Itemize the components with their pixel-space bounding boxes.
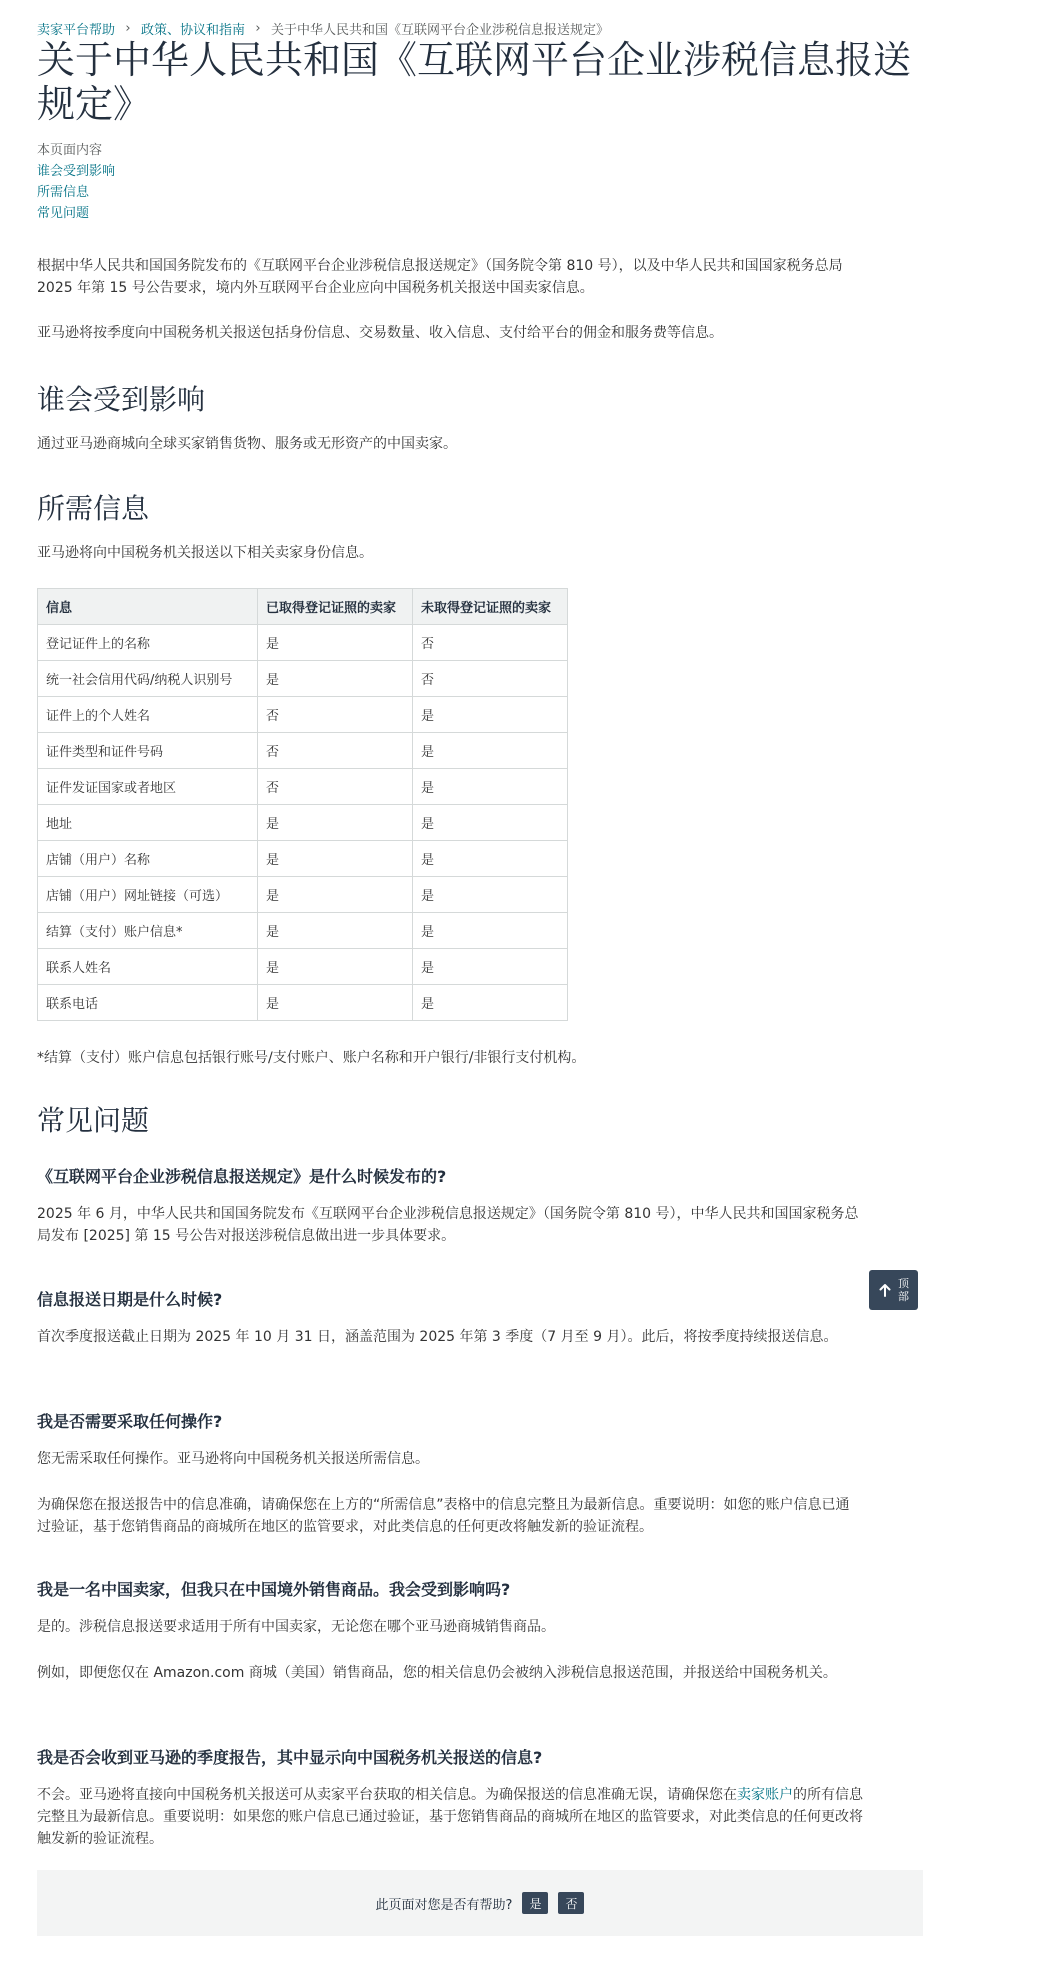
table-row <box>38 733 568 769</box>
page-title: 关于中华人民共和国《互联网平台企业涉税信息报送规定》 <box>37 38 912 126</box>
toc-link-faq[interactable]: 常见问题 <box>37 206 90 221</box>
table-cell: 是 <box>258 841 413 877</box>
table-of-contents <box>37 140 115 224</box>
required-text: 亚马逊将向中国税务机关报送以下相关卖家身份信息。 <box>37 545 373 561</box>
table-cell: 是 <box>413 913 568 949</box>
toc-link-required[interactable]: 所需信息 <box>37 185 90 200</box>
table-cell: 证件发证国家或者地区 <box>38 769 258 805</box>
table-row <box>38 985 568 1021</box>
table-row <box>38 769 568 805</box>
section-title-required: 所需信息 <box>37 492 150 525</box>
table-cell: 店铺（用户）名称 <box>38 841 258 877</box>
breadcrumb-link-seller-help[interactable]: 卖家平台帮助 <box>37 23 116 38</box>
faq-answer-4a: 是的。涉税信息报送要求适用于所有中国卖家，无论您在哪个亚马逊商城销售商品。 <box>37 1619 555 1635</box>
faq-question-4: 我是一名中国卖家，但我只在中国境外销售商品。我会受到影响吗? <box>37 1580 511 1599</box>
table-cell: 是 <box>258 913 413 949</box>
faq-answer-5 <box>37 1784 863 1850</box>
table-header: 已取得登记证照的卖家 <box>258 589 413 625</box>
back-to-top-label: 顶部 <box>898 1277 909 1303</box>
feedback-yes-button[interactable]: 是 <box>522 1892 548 1914</box>
toc-link-who[interactable]: 谁会受到影响 <box>37 164 116 179</box>
table-cell: 是 <box>258 661 413 697</box>
feedback-no-button[interactable]: 否 <box>558 1892 584 1914</box>
faq-question-3: 我是否需要采取任何操作? <box>37 1412 223 1431</box>
table-cell: 是 <box>413 733 568 769</box>
required-info-table <box>37 588 568 1021</box>
table-cell: 否 <box>413 661 568 697</box>
table-cell: 联系人姓名 <box>38 949 258 985</box>
table-row <box>38 949 568 985</box>
table-row <box>38 877 568 913</box>
faq-question-2: 信息报送日期是什么时候? <box>37 1290 223 1309</box>
table-cell: 登记证件上的名称 <box>38 625 258 661</box>
who-text: 通过亚马逊商城向全球买家销售货物、服务或无形资产的中国卖家。 <box>37 436 457 452</box>
table-cell: 地址 <box>38 805 258 841</box>
table-header-row <box>38 589 568 625</box>
chevron-right-icon: › <box>255 21 261 36</box>
feedback-bar <box>37 1870 923 1936</box>
table-cell: 店铺（用户）网址链接（可选） <box>38 877 258 913</box>
table-cell: 统一社会信用代码/纳税人识别号 <box>38 661 258 697</box>
table-header: 未取得登记证照的卖家 <box>413 589 568 625</box>
table-cell: 是 <box>258 625 413 661</box>
table-cell: 否 <box>413 625 568 661</box>
table-cell: 是 <box>413 985 568 1021</box>
table-cell: 联系电话 <box>38 985 258 1021</box>
section-title-who: 谁会受到影响 <box>37 383 206 416</box>
breadcrumb <box>37 19 609 38</box>
faq-answer-2: 首次季度报送截止日期为 2025 年 10 月 31 日，涵盖范围为 2025 年第 3 季度（7 月至 9 月）。此后，将按季度持续报送信息。 <box>37 1329 838 1345</box>
table-cell: 是 <box>413 769 568 805</box>
back-to-top-button[interactable] <box>869 1270 918 1310</box>
answer-text: 的所有信息完整且为最新信息。重要说明：如果您的账户信息已通过验证，基于您销售商品的商城所在地区的监管要求，对此类信息的任何更改将触发新的验证流程。 <box>37 1787 863 1847</box>
intro-paragraph-2: 亚马逊将按季度向中国税务机关报送包括身份信息、交易数量、收入信息、支付给平台的佣金和服务费等信息。 <box>37 325 723 341</box>
table-row <box>38 661 568 697</box>
seller-account-link[interactable]: 卖家账户 <box>737 1787 793 1803</box>
table-cell: 是 <box>413 841 568 877</box>
table-cell: 证件上的个人姓名 <box>38 697 258 733</box>
table-row <box>38 697 568 733</box>
table-cell: 否 <box>258 697 413 733</box>
answer-text: 不会。亚马逊将直接向中国税务机关报送可从卖家平台获取的相关信息。为确保报送的信息准确无误，请确保您在 <box>37 1787 737 1803</box>
breadcrumb-current: 关于中华人民共和国《互联网平台企业涉税信息报送规定》 <box>271 23 610 38</box>
toc-heading: 本页面内容 <box>37 143 103 158</box>
faq-question-1: 《互联网平台企业涉税信息报送规定》是什么时候发布的? <box>37 1167 447 1186</box>
table-cell: 是 <box>258 805 413 841</box>
table-cell: 是 <box>258 877 413 913</box>
table-footnote: *结算（支付）账户信息包括银行账号/支付账户、账户名称和开户银行/非银行支付机构。 <box>37 1050 586 1066</box>
table-header: 信息 <box>38 589 258 625</box>
breadcrumb-link-policies[interactable]: 政策、协议和指南 <box>141 23 246 38</box>
faq-question-5: 我是否会收到亚马逊的季度报告，其中显示向中国税务机关报送的信息? <box>37 1748 543 1767</box>
section-title-faq: 常见问题 <box>37 1104 150 1137</box>
table-cell: 证件类型和证件号码 <box>38 733 258 769</box>
faq-answer-3b: 为确保您在报送报告中的信息准确，请确保您在上方的“所需信息”表格中的信息完整且为最新信息。重要说明：如您的账户信息已通过验证，基于您销售商品的商城所在地区的监管要求，对此类信息的任何更改将触发新的验证流程。 <box>37 1497 850 1535</box>
faq-answer-3a: 您无需采取任何操作。亚马逊将向中国税务机关报送所需信息。 <box>37 1451 429 1467</box>
table-cell: 是 <box>413 697 568 733</box>
table-cell: 结算（支付）账户信息* <box>38 913 258 949</box>
table-cell: 是 <box>413 877 568 913</box>
table-cell: 是 <box>413 949 568 985</box>
faq-answer-4b: 例如，即便您仅在 Amazon.com 商城（美国）销售商品，您的相关信息仍会被纳入涉税信息报送范围，并报送给中国税务机关。 <box>37 1665 837 1681</box>
table-cell: 否 <box>258 769 413 805</box>
faq-answer-1: 2025 年 6 月，中华人民共和国国务院发布《互联网平台企业涉税信息报送规定》（国务院令第 810 号），中华人民共和国国家税务总局发布 [2025] 第 15 号公告对报送涉税信息做出进一步具体要求。 <box>37 1206 859 1244</box>
arrow-up-icon <box>877 1282 893 1298</box>
chevron-right-icon: › <box>125 21 131 36</box>
table-row <box>38 805 568 841</box>
feedback-question: 此页面对您是否有帮助? <box>375 1897 513 1913</box>
table-row <box>38 841 568 877</box>
intro-paragraph-1: 根据中华人民共和国国务院发布的《互联网平台企业涉税信息报送规定》（国务院令第 810 号），以及中华人民共和国国家税务总局 2025 年第 15 号公告要求，境内外互联网平台企业应向中国税务机关报送中国卖家信息。 <box>37 258 843 296</box>
table-cell: 否 <box>258 733 413 769</box>
table-row <box>38 913 568 949</box>
table-cell: 是 <box>258 985 413 1021</box>
table-cell: 是 <box>258 949 413 985</box>
table-row <box>38 625 568 661</box>
table-cell: 是 <box>413 805 568 841</box>
